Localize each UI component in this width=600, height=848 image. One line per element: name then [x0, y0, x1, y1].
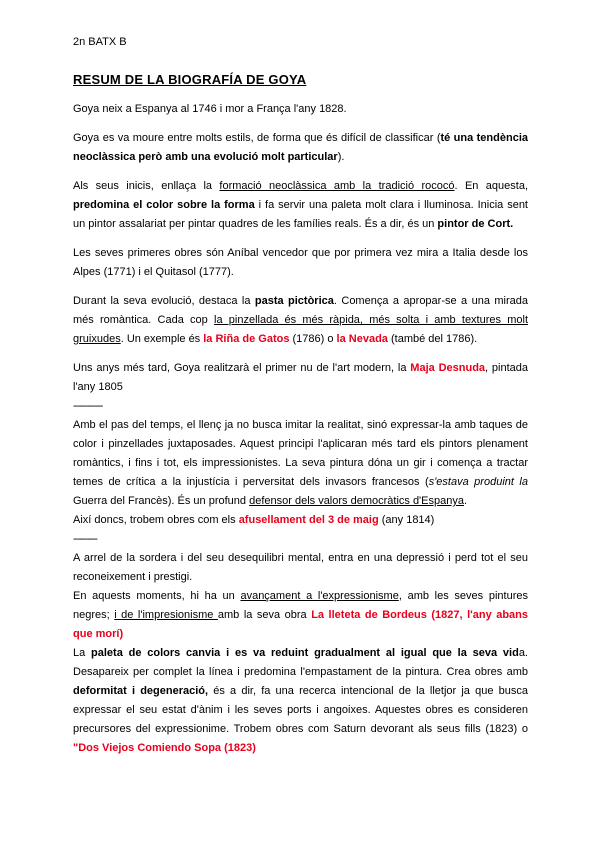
paragraph-first-works: Les seves primeres obres són Aníbal vencedor que por primera vez mira a Italia desde los Alpes (1771) i el Quitasol (1777). [73, 247, 528, 278]
text-run: Als seus inicis, enllaça la [73, 180, 220, 192]
artwork-title: la Nevada [336, 333, 388, 345]
text-run: Goya es va moure entre molts estils, de forma que és difícil de classificar ( [73, 132, 441, 144]
text-run: (també del 1786). [387, 333, 478, 345]
bold-text: pasta pictòrica [254, 295, 334, 307]
paragraph-expressionism [73, 587, 528, 644]
bold-text: té una tendència neoclàssica però amb una evolució molt particular [73, 132, 528, 163]
text-run: . Un exemple és [120, 333, 204, 345]
text-run: (1786) o [289, 333, 337, 345]
text-run: . En aquesta, [454, 180, 529, 192]
underlined-text: formació neoclàssica amb la tradició rococó [219, 180, 455, 192]
text-run: , pintada l'any 1805 [73, 362, 528, 393]
bold-text: pintor de Cort. [437, 218, 514, 230]
paragraph-deafness: A arrel de la sordera i del seu desequilibri mental, entra en una depressió i perd tot el seu reconeixement i prestigi. [73, 552, 528, 583]
text-run: Uns anys més tard, Goya realitzarà el primer nu de l'art modern, la [73, 362, 411, 374]
text-run: amb la seva obra [217, 609, 312, 621]
text-run: és a dir, fa una recerca intencional de la lletjor ja que busca expressar el seu estat d'ànim i les seves ports i angoixes. Aquestes obres es consideren precursores del expressionime. Trobem obres com Saturn devorant als seus fills (1823) o [73, 685, 528, 735]
paragraph-birth: Goya neix a Espanya al 1746 i mor a França l'any 1828. [73, 103, 347, 115]
section-divider: ----------- [73, 400, 103, 412]
paragraph-third-may [73, 511, 528, 530]
text-run: (any 1814) [378, 514, 435, 526]
text-run: Així doncs, trobem obres com els [73, 514, 239, 526]
underlined-text: la pinzellada és més ràpida, més solta i amb textures molt gruixudes [73, 314, 529, 345]
text-run: En aquests moments, hi ha un [73, 590, 241, 602]
artwork-title: Maja Desnuda [410, 362, 486, 374]
paragraph-evolution [73, 292, 528, 349]
artwork-title: la Riña de Gatos [203, 333, 290, 345]
artwork-title: afusellament del 3 de maig [238, 514, 379, 526]
text-run: ). [337, 151, 345, 163]
text-run: Durant la seva evolució, destaca la [73, 295, 255, 307]
text-run: Amb el pas del temps, el llenç ja no busca imitar la realitat, sinó expressar-la amb taques de color i pinzellades juxtaposades. Aquest principi l'aplicaran més tard els pintors plenament romàntics, i fins i tot, els impressionistes. La seva pintura dóna un gir i comença a tractar temes de crítica a la injustícia i perversitat dels invasors francesos ( [73, 419, 528, 488]
underlined-text: i de l'impresionisme [114, 609, 218, 621]
bold-text: predomina el color sobre la forma [73, 199, 255, 211]
paragraph-critique [73, 416, 528, 511]
underlined-text: defensor dels valors democràtics d'Espanya [249, 495, 464, 507]
paragraph-maja [73, 359, 528, 397]
text-run: Guerra del Francès). És un profund [73, 495, 250, 507]
text-run: La [73, 647, 92, 659]
bold-text: paleta de colors canvia i es va reduint gradualment al igual que la seva vid [91, 647, 519, 659]
text-run: . [463, 495, 468, 507]
artwork-title: La lleteta de Bordeus (1827, l'any abans que morí) [73, 609, 529, 640]
paragraph-beginnings [73, 177, 528, 234]
text-run: . Comença a apropar-se a una mirada més romàntica. Cada cop [73, 295, 528, 326]
class-label: 2n BATX B [73, 36, 127, 48]
text-run: a. Desapareix per complet la línea i predomina l'empastament de la pintura. Crea obres amb [73, 647, 528, 678]
paragraph-palette [73, 644, 528, 758]
underlined-text: avançament a l'expressionisme [240, 590, 399, 602]
bold-text: deformitat i degeneració, [73, 685, 209, 697]
document-body [73, 100, 528, 758]
section-divider: --------- [73, 533, 97, 545]
paragraph-styles [73, 129, 528, 167]
italic-text: s'estava produint la [428, 476, 528, 488]
artwork-title: "Dos Viejos Comiendo Sopa (1823) [73, 742, 256, 754]
page-title: RESUM DE LA BIOGRAFÍA DE GOYA [73, 72, 307, 87]
text-run: i fa servir una paleta molt clara i lluminosa. Inicia sent un pintor assalariat per pintar quadres de les famílies reals. És a dir, és un [73, 199, 528, 230]
text-run: , amb les seves pintures negres; [73, 590, 528, 621]
